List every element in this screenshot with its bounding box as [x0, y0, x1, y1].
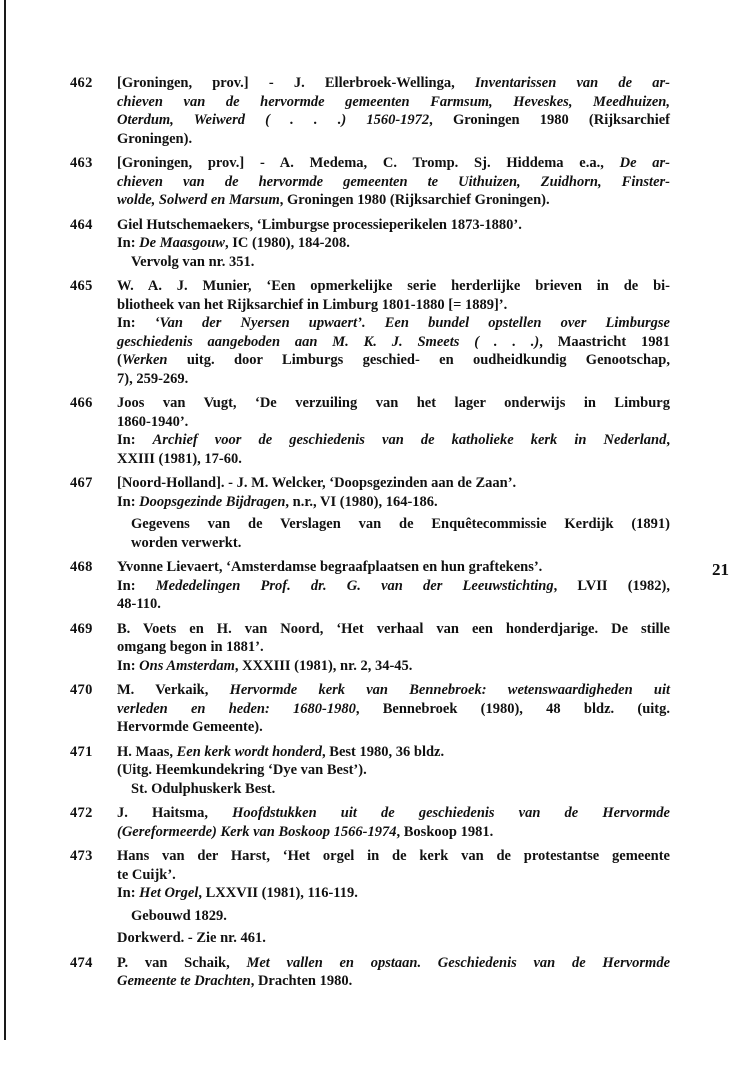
entry-line — [117, 333, 670, 352]
entry-number: 473 — [70, 848, 93, 864]
text-segment: te Cuijk’. — [117, 866, 176, 883]
entry-line — [117, 620, 670, 639]
text-segment: omgang begon in 1881’. — [117, 639, 264, 655]
text-segment: Hans van der Harst, ‘Het orgel in de kerk van de protestantse gemeente — [117, 848, 670, 864]
entry-text — [117, 394, 670, 468]
text-segment: , Groningen 1980 (Rijksarchief Groningen). — [279, 192, 550, 208]
entry-line — [117, 929, 670, 948]
entry-line — [117, 191, 670, 210]
entry-line — [117, 558, 670, 577]
bibliography-entry — [70, 743, 670, 799]
entry-line — [117, 823, 670, 842]
entry-number: 474 — [70, 954, 93, 971]
entry-line — [117, 638, 670, 657]
text-segment: 1860-1940’. — [117, 413, 189, 430]
italic-title-segment: Met vallen en opstaan. Geschiedenis van de Hervormde — [246, 954, 671, 971]
entry-line — [117, 700, 670, 719]
entry-line — [117, 154, 670, 173]
entry-text — [117, 681, 670, 737]
text-segment: (Uitg. Heemkundekring ‘Dye van Best’). — [117, 762, 367, 778]
text-segment: Yvonne Lievaert, ‘Amsterdamse begraafplaatsen en hun graftekens’. — [117, 559, 543, 575]
italic-title-segment: wolde, Solwerd en Marsum — [117, 192, 280, 208]
bibliography-entry — [70, 154, 670, 210]
entry-line — [117, 907, 670, 926]
text-segment: J. Haitsma, — [117, 805, 233, 821]
text-segment: St. Odulphuskerk Best. — [131, 780, 276, 797]
entry-text — [117, 743, 670, 799]
entry-number: 464 — [70, 216, 93, 233]
text-segment: In: — [117, 657, 140, 674]
bibliography-entry — [70, 216, 670, 272]
entry-line — [117, 681, 670, 700]
entry-line — [117, 74, 670, 93]
italic-title-segment: chieven van de hervormde gemeenten Farmsum, Heveskes, Meedhuizen, — [117, 93, 670, 110]
text-segment: uitg. door Limburgs geschied- en oudheidkundig Genootschap, — [167, 352, 670, 368]
entry-line — [117, 595, 670, 614]
italic-title-segment: Een kerk wordt honderd — [176, 743, 323, 760]
text-segment: In: — [117, 235, 140, 251]
entry-line — [117, 111, 670, 130]
entry-line — [117, 216, 670, 235]
bibliography-entry — [70, 394, 670, 468]
italic-title-segment: Werken — [121, 352, 168, 368]
text-segment: ( — [117, 352, 122, 368]
entry-line — [117, 866, 670, 885]
italic-title-segment: geschiedenis aangeboden aan M. K. J. Smeets ( . . .) — [117, 333, 540, 350]
text-segment: [Noord-Holland]. - J. M. Welcker, ‘Doopsgezinden aan de Zaan’. — [117, 475, 517, 491]
entry-text — [117, 847, 670, 948]
bibliography-entry — [70, 277, 670, 388]
bibliography-entry — [70, 954, 670, 991]
text-segment: In: — [117, 493, 140, 510]
entry-line — [117, 93, 670, 112]
text-segment: , Best 1980, 36 bldz. — [322, 743, 445, 760]
text-segment: XXIII (1981), 17-60. — [117, 450, 242, 467]
italic-title-segment: Doopsgezinde Bijdragen — [139, 493, 286, 510]
text-segment: , XXXIII (1981), nr. 2, 34-45. — [234, 657, 413, 674]
entry-number: 468 — [70, 559, 93, 575]
page-edge-rule — [4, 0, 6, 1040]
text-segment: Dorkwerd. - Zie nr. 461. — [117, 930, 266, 946]
entry-line — [117, 780, 670, 799]
entry-line — [117, 474, 670, 493]
text-segment: Hervormde Gemeente). — [117, 719, 263, 735]
entry-line — [117, 954, 670, 973]
entry-line — [117, 718, 670, 737]
text-segment: In: — [117, 432, 153, 448]
italic-title-segment: Gemeente te Drachten — [117, 973, 251, 989]
entry-text — [117, 216, 670, 272]
entry-line — [117, 847, 670, 866]
text-segment: H. Maas, — [117, 743, 177, 760]
bibliography-entry — [70, 620, 670, 676]
text-segment: 48-110. — [117, 596, 161, 612]
text-segment: [Groningen, prov.] - A. Medema, C. Tromp. Sj. Hiddema e.a., — [117, 155, 620, 171]
entry-text — [117, 154, 670, 210]
italic-title-segment: ‘Van der Nyersen upwaert’. Een bundel opstellen over Limburgse — [154, 315, 670, 331]
text-segment: M. Verkaik, — [117, 682, 230, 698]
entry-line — [117, 657, 670, 676]
text-segment: , Bennebroek (1980), 48 bldz. (uitg. — [355, 700, 670, 717]
italic-title-segment: Hoofdstukken uit de geschiedenis van de Hervormde — [232, 805, 670, 821]
entry-number: 472 — [70, 805, 93, 821]
text-segment: In: — [117, 577, 156, 594]
entry-number: 465 — [70, 278, 93, 294]
entry-line — [117, 314, 670, 333]
text-segment: , Drachten 1980. — [250, 973, 353, 989]
entry-number: 463 — [70, 155, 93, 171]
italic-title-segment: De Maasgouw — [139, 235, 225, 251]
entry-line — [117, 493, 670, 512]
entry-line — [117, 394, 670, 413]
entry-text — [117, 954, 670, 991]
entry-line — [117, 534, 670, 553]
bibliography-list — [70, 74, 670, 997]
text-segment: B. Voets en H. van Noord, ‘Het verhaal van een honderdjarige. De stille — [117, 620, 670, 637]
text-segment: In: — [117, 885, 140, 901]
entry-number: 467 — [70, 475, 93, 491]
entry-text — [117, 804, 670, 841]
text-segment: In: — [117, 315, 155, 331]
entry-line — [117, 515, 670, 534]
entry-text — [117, 474, 670, 552]
text-segment: Vervolg van nr. 351. — [131, 253, 255, 270]
italic-title-segment: Oterdum, Weiwerd ( . . .) 1560-1972 — [117, 112, 430, 128]
entry-text — [117, 74, 670, 148]
page-number: 21 — [712, 560, 729, 579]
entry-number: 466 — [70, 395, 93, 411]
bibliography-entry — [70, 558, 670, 614]
text-segment: 7), 259-269. — [117, 370, 189, 387]
italic-title-segment: Ons Amsterdam — [139, 657, 235, 674]
entry-line — [117, 761, 670, 780]
bibliography-entry — [70, 681, 670, 737]
text-segment: , n.r., VI (1980), 164-186. — [285, 493, 438, 510]
entry-number: 469 — [70, 620, 93, 637]
bibliography-entry — [70, 474, 670, 552]
entry-text — [117, 277, 670, 388]
entry-number: 462 — [70, 75, 93, 91]
entry-line — [117, 370, 670, 389]
entry-number: 470 — [70, 682, 93, 698]
entry-line — [117, 450, 670, 469]
text-segment: , LVII (1982), — [553, 577, 670, 594]
italic-title-segment: (Gereformeerde) Kerk van Boskoop 1566-1974 — [117, 823, 397, 840]
text-segment: [Groningen, prov.] - J. Ellerbroek-Wellinga, — [117, 75, 475, 91]
entry-line — [117, 972, 670, 991]
text-segment: Gebouwd 1829. — [131, 907, 227, 924]
bibliography-entry — [70, 847, 670, 948]
entry-line — [117, 277, 670, 296]
text-segment: , — [666, 432, 670, 448]
text-segment: , LXXVII (1981), 116-119. — [198, 885, 358, 901]
entry-number: 471 — [70, 743, 93, 760]
italic-title-segment: Het Orgel — [139, 885, 199, 901]
entry-line — [117, 413, 670, 432]
text-segment: Gegevens van de Verslagen van de Enquêtecommissie Kerdijk (1891) — [131, 516, 670, 532]
entry-line — [117, 431, 670, 450]
text-segment: , Groningen 1980 (Rijksarchief — [429, 112, 670, 128]
italic-title-segment: Hervormde kerk van Bennebroek: wetenswaardigheden uit — [229, 682, 671, 698]
text-segment: Giel Hutschemaekers, ‘Limburgse processieperikelen 1873-1880’. — [117, 216, 522, 233]
text-segment: , IC (1980), 184-208. — [224, 235, 350, 251]
entry-line — [117, 130, 670, 149]
entry-line — [117, 234, 670, 253]
entry-line — [117, 296, 670, 315]
italic-title-segment: De ar- — [619, 155, 670, 171]
italic-title-segment: chieven van de hervormde gemeenten te Uithuizen, Zuidhorn, Finster- — [117, 173, 670, 190]
text-segment: Joos van Vugt, ‘De verzuiling van het lager onderwijs in Limburg — [117, 395, 670, 411]
entry-line — [117, 743, 670, 762]
text-segment: bliotheek van het Rijksarchief in Limburg 1801-1880 [= 1889]’. — [117, 296, 508, 313]
text-segment: P. van Schaik, — [117, 954, 247, 971]
italic-title-segment: Mededelingen Prof. dr. G. van der Leeuwstichting — [155, 577, 554, 594]
italic-title-segment: verleden en heden: 1680-1980 — [117, 700, 356, 717]
italic-title-segment: Inventarissen van de ar- — [474, 75, 670, 91]
entry-line — [117, 884, 670, 903]
entry-line — [117, 253, 670, 272]
entry-text — [117, 558, 670, 614]
bibliography-entry — [70, 804, 670, 841]
text-segment: W. A. J. Munier, ‘Een opmerkelijke serie herderlijke brieven in de bi- — [117, 278, 670, 294]
entry-line — [117, 804, 670, 823]
entry-line — [117, 173, 670, 192]
entry-line — [117, 577, 670, 596]
italic-title-segment: Archief voor de geschiedenis van de katholieke kerk in Nederland — [152, 432, 667, 448]
text-segment: , Maastricht 1981 — [539, 333, 670, 350]
entry-text — [117, 620, 670, 676]
bibliography-entry — [70, 74, 670, 148]
text-segment: worden verwerkt. — [131, 534, 242, 551]
text-segment: Groningen). — [117, 130, 193, 147]
entry-line — [117, 351, 670, 370]
text-segment: , Boskoop 1981. — [396, 823, 494, 840]
